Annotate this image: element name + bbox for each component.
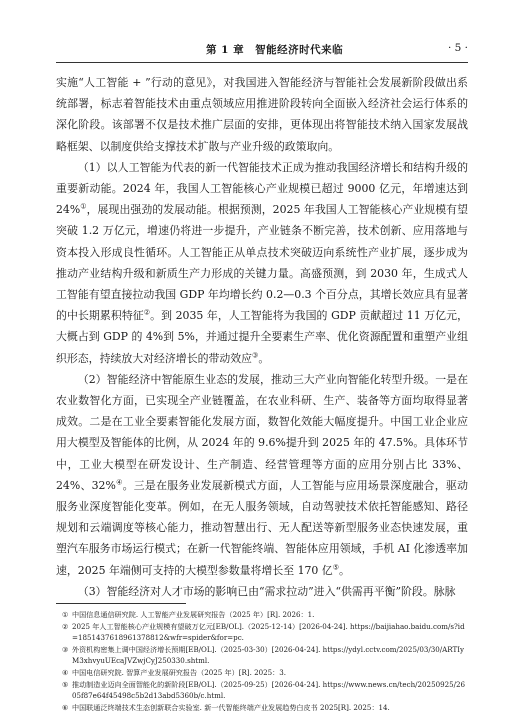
footnote-ref[interactable]: ① xyxy=(80,202,87,211)
footnote-text: 中国信息通信研究院. 人工智能产业发展研究报告（2025 年）[R]. 2026：1. xyxy=(72,610,315,619)
footnote-ref[interactable]: ② xyxy=(143,308,151,317)
footnote-mark: ② xyxy=(62,621,69,631)
footnote-mark: ① xyxy=(62,610,69,619)
paragraph-item-1 xyxy=(56,157,468,369)
footnote-text: 外资机构密集上调中国经济增长预期[EB/OL].（2025-03-30）[2026-04-24]. https://ydyl.cctv.com/2025/03/30/ARTIyM3xhvyuUEcaJVZwjCyJ250330.shtml. xyxy=(72,644,465,666)
footnote-ref[interactable]: ③ xyxy=(252,351,259,360)
footnote-2 xyxy=(56,621,468,644)
paragraph-text: （3）智能经济对人才市场的影响已由“需求拉动”进入“供需再平衡”阶段。脉脉 xyxy=(77,584,456,598)
paragraph-text: 。 xyxy=(258,351,270,365)
page-number: · 5 · xyxy=(447,42,468,54)
paragraph-item-3 xyxy=(56,581,468,602)
footnote-text: 推动制造业迈向全面智能化的新阶段[EB/OL].（2025-09-25）[2026-04-24]. https://www.news.cn/tech/20250925/2605f87e64f45498c5b2d13abd5360b/c.html. xyxy=(72,679,466,701)
header-rule xyxy=(56,62,468,63)
paragraph-text: （2）智能经济中智能原生业态的发展，推动三大产业向智能化转型升级。一是在农业数智化方面，已实现全产业链覆盖，在农业科研、生产、装备等方面均取得显著成效。二是在工业全要素智能化发展方面，数智化效能大幅度提升。中国工业企业应用大模型及智能体的比例，从 2024 年的 9.6%提升到 2025 年的 47.5%。具体环节中，工业大模型在研发设计、生产制造、经营管理等方面的应用分别占比 33%、24%、32% xyxy=(56,372,468,492)
footnote-ref[interactable]: ⑤ xyxy=(332,563,339,572)
footnotes xyxy=(56,609,468,713)
paragraph-intro xyxy=(56,72,468,157)
footnote-rule xyxy=(56,603,186,604)
paragraph-text: （1）以人工智能为代表的新一代智能技术正成为推动我国经济增长和结构升级的重要新动能。2024 年，我国人工智能核心产业规模已超过 9000 亿元，年增速达到 24% xyxy=(56,160,468,217)
chapter-title: 第 1 章 智能经济时代来临 xyxy=(206,44,344,56)
footnote-text: 2025 年人工智能核心产业规模有望破万亿元[EB/OL].（2025-12-14）[2026-04-24]. https://baijiahao.baidu.com/s?id=1851437618961378812&wfr=spider&for=pc. xyxy=(72,621,465,643)
paragraph-text: 。到 2035 年，人工智能将为我国的 GDP 贡献超过 11 万亿元，大概占到 GDP 的 4%到 5%，并通过提升全要素生产率、优化资源配置和重塑产业组织形态，持续放大对经济增长的带动效应 xyxy=(56,309,468,365)
footnote-5 xyxy=(56,679,468,702)
footnote-1 xyxy=(56,609,468,621)
footnote-text: 中国联通泛终端技术生态创新联合实验室. 新一代智能终端产业发展趋势白皮书 2025[R]. 2025：14. xyxy=(72,702,390,712)
footnote-text: 中国电信研究院. 智算产业发展研究报告（2025 年）[R]. 2025：3. xyxy=(72,667,286,677)
running-header xyxy=(56,42,468,58)
footnote-6 xyxy=(56,702,468,714)
paragraph-text: 。 xyxy=(338,563,350,577)
body-text xyxy=(56,72,468,602)
paragraph-text: ，展现出强劲的发展动能。根据预测，2025 年我国人工智能核心产业规模有望突破 1.2 万亿元，增速仍将进一步提升，产业链条不断完善，技术创新、应用落地与资本投入形成良性循环。人工智能正从单点技术突破迈向系统性产业扩展，逐步成为推动产业结构升级和新质生产力形成的关键力量。高盛预测，到 2030 年，生成式人工智能有望直接拉动我国 GDP 年均增长约 0.2—0.3 个百分点，其增长效应具有显著的中长期累积特征 xyxy=(56,203,468,323)
footnote-3 xyxy=(56,644,468,667)
footnote-4 xyxy=(56,667,468,679)
footnote-mark: ③ xyxy=(62,644,69,654)
footnote-mark: ④ xyxy=(62,667,69,677)
footnote-mark: ⑥ xyxy=(62,702,69,712)
paragraph-text: 实施“人工智能 + ”行动的意见》，对我国进入智能经济与智能社会发展新阶段做出系统部署，标志着智能技术由重点领域应用推进阶段转向全面嵌入经济社会运行体系的深化阶段。该部署不仅是技术推广层面的安排，更体现出将智能技术纳入国家发展战略框架、以制度供给支撑技术扩散与产业升级的政策取向。 xyxy=(56,76,468,153)
footnote-mark: ⑤ xyxy=(62,679,69,689)
paragraph-item-2 xyxy=(56,369,468,581)
paragraph-text: 。三是在服务业发展新模式方面，人工智能与应用场景深度融合，驱动服务业深度智能化变革。例如，在无人服务领域，自动驾驶技术依托智能感知、路径规划和云端调度等核心能力，推动智慧出行、无人配送等新型服务业态快速发展，重塑汽车服务市场运行模式；在新一代智能终端、智能体应用领域，手机 AI 化渗透率加速，2025 年端侧可支持的大模型参数量将增长至 170 亿 xyxy=(56,478,468,577)
footnote-ref[interactable]: ④ xyxy=(115,478,123,487)
